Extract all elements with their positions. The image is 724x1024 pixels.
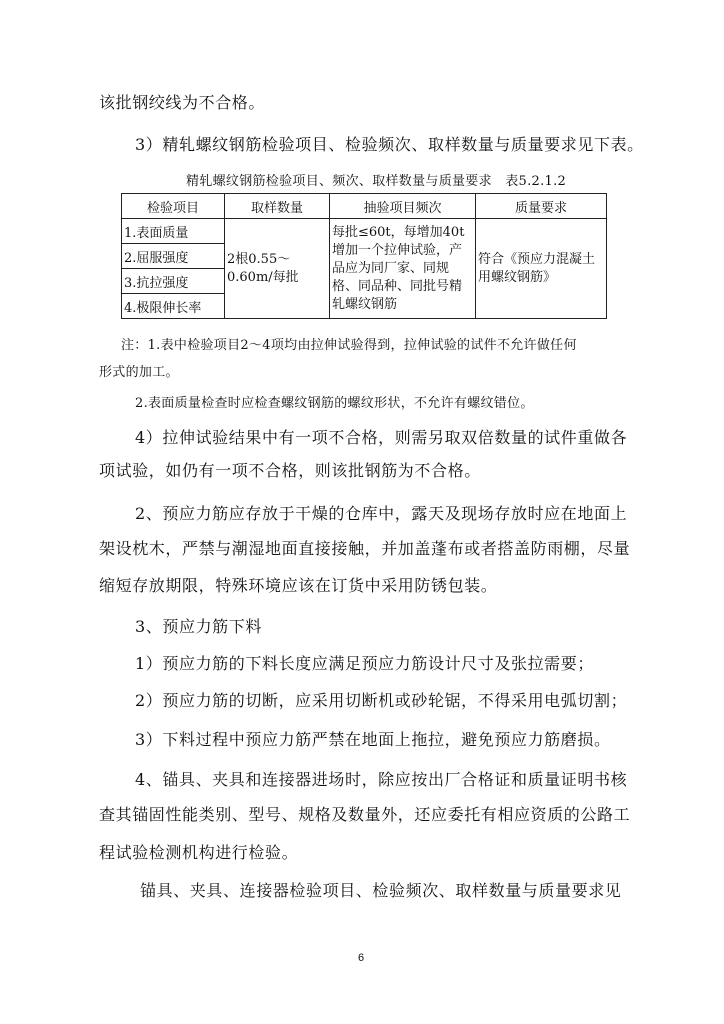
paragraph-p5b: 架设枕木，严禁与潮湿地面直接接触，并加盖蓬布或者搭盖防雨棚，尽量	[99, 539, 631, 558]
note-1a: 注：1.表中检验项目2～4项均由拉伸试验得到，拉伸试验的试件不允许做任何	[121, 338, 577, 353]
paragraph-p11: 锚具、夹具、连接器检验项目、检验频次、取样数量与质量要求见	[140, 881, 622, 900]
note-1b: 形式的加工。	[99, 365, 179, 380]
inspection-table	[121, 193, 607, 319]
table-header-row	[122, 194, 607, 219]
paragraph-p6: 3、预应力筋下料	[135, 617, 262, 636]
paragraph-p5c: 缩短存放期限，特殊环境应该在订货中采用防锈包装。	[99, 576, 498, 595]
paragraph-p0: 该批钢绞线为不合格。	[99, 93, 266, 112]
paragraph-p1: 3）精轧螺纹钢筋检验项目、检验频次、取样数量与质量要求见下表。	[135, 135, 644, 154]
paragraph-p5a: 2、预应力筋应存放于干燥的仓库中，露天及现场存放时应在地面上	[135, 504, 628, 523]
paragraph-p10c: 程试验检测机构进行检验。	[99, 843, 299, 862]
item-cell: 4.极限伸长率	[122, 294, 225, 319]
frequency-cell: 每批≤60t，每增加40t增加一个拉伸试验，产品应为同厂家、同规格、同品种、同批号精轧螺纹钢筋	[330, 219, 476, 319]
paragraph-p10b: 查其锚固性能类别、型号、规格及数量外，还应委托有相应资质的公路工	[99, 805, 631, 824]
requirement-cell: 符合《预应力混凝土用螺纹钢筋》	[476, 219, 607, 319]
header-sample: 取样数量	[225, 194, 330, 219]
item-cell: 3.抗拉强度	[122, 269, 225, 294]
sample-cell: 2根0.55～0.60m/每批	[225, 219, 330, 319]
table-caption: 精轧螺纹钢筋检验项目、频次、取样数量与质量要求 表5.2.1.2	[186, 174, 567, 189]
paragraph-p8: 2）预应力筋的切断，应采用切断机或砂轮锯，不得采用电弧切割；	[135, 691, 628, 710]
header-requirement: 质量要求	[476, 194, 607, 219]
paragraph-p4b: 项试验，如仍有一项不合格，则该批钢筋为不合格。	[99, 461, 481, 480]
table-row	[122, 219, 607, 244]
header-item: 检验项目	[122, 194, 225, 219]
page-number: 6	[358, 952, 365, 964]
item-cell: 2.屈服强度	[122, 244, 225, 269]
header-frequency: 抽验项目频次	[330, 194, 476, 219]
paragraph-p9: 3）下料过程中预应力筋严禁在地面上拖拉，避免预应力筋磨损。	[135, 730, 611, 749]
note-2: 2.表面质量检查时应检查螺纹钢筋的螺纹形状，不允许有螺纹错位。	[135, 396, 534, 411]
item-cell: 1.表面质量	[122, 219, 225, 244]
paragraph-p10a: 4、锚具、夹具和连接器进场时，除应按出厂合格证和质量证明书核	[135, 770, 628, 789]
paragraph-p7: 1）预应力筋的下料长度应满足预应力筋设计尺寸及张拉需要；	[135, 654, 594, 673]
paragraph-p4a: 4）拉伸试验结果中有一项不合格，则需另取双倍数量的试件重做各	[135, 428, 628, 447]
